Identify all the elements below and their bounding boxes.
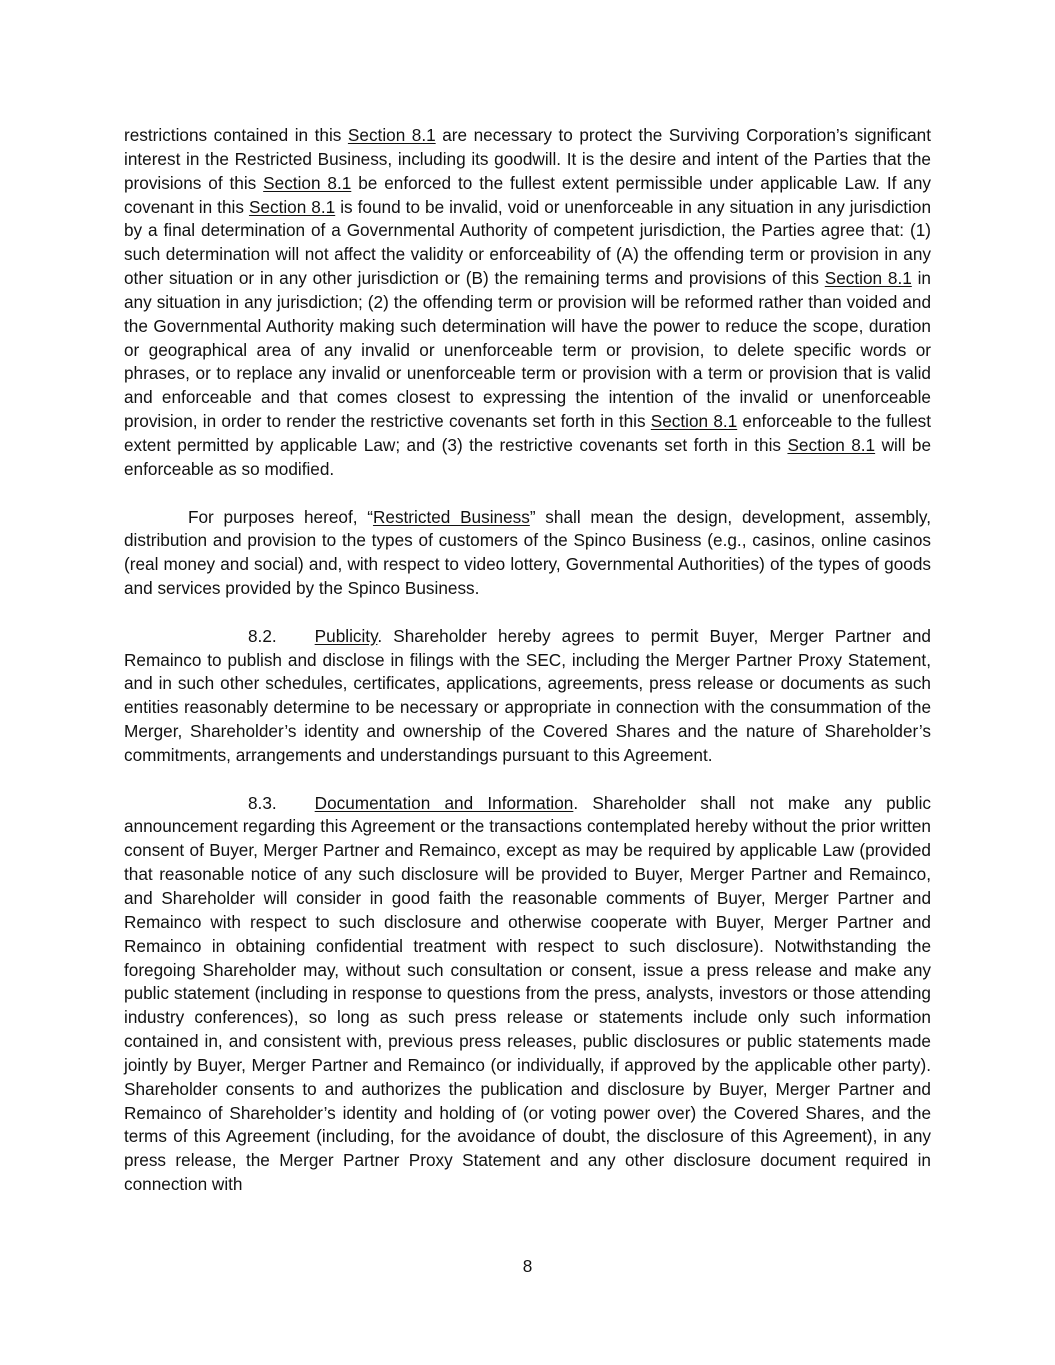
text-run: be enforced to the fullest extent permissible under applicable Law. If any covenant in this — [124, 172, 931, 217]
section-reference: Section 8.1 — [824, 268, 912, 289]
section-reference: Section 8.1 — [650, 411, 738, 432]
defined-term: Restricted Business — [372, 506, 530, 527]
section-reference: Section 8.1 — [263, 172, 352, 193]
text-run: enforceable to the fullest extent permitted by applicable Law; and (3) the restrictive covenants set forth in this — [124, 411, 931, 455]
paragraph-restricted-business-definition — [124, 506, 931, 601]
section-number: 8.2. — [248, 625, 277, 646]
section-heading: Documentation and Information — [314, 792, 574, 813]
section-reference: Section 8.1 — [347, 125, 436, 145]
section-8-2-publicity — [124, 625, 931, 768]
section-heading: Publicity — [314, 625, 378, 646]
section-text: . Shareholder hereby agrees to permit Buyer, Merger Partner and Remainco to publish and disclose in filings with the SEC, including the Merger Partner Proxy Statement, and in such other schedules, certificates, applications, agreements, press release or documents as such entities reasonably determine to be necessary or appropriate in connection with the consummation of the Merger, Shareholder’s identity and ownership of the Covered Shares and the nature of Shareholder’s commitments, arrangements and understandings pursuant to this Agreement. — [124, 625, 931, 765]
text-run: ” shall mean the design, development, assembly, distribution and provision to the types of customers of the Spinco Business (e.g., casinos, online casinos (real money and social) and, with respect to video lottery, Governmental Authorities) of the types of goods and services provided by the Spinco Business. — [124, 506, 931, 599]
text-run: are necessary to protect the Surviving Corporation’s significant interest in the Restricted Business, including its goodwill. It is the desire and intent of the Parties that the provisions of this — [124, 125, 931, 193]
text-run: For purposes hereof, “ — [188, 506, 373, 527]
section-reference: Section 8.1 — [787, 434, 876, 455]
section-8-3-documentation — [124, 792, 931, 1197]
section-reference: Section 8.1 — [248, 196, 336, 217]
text-run: restrictions contained in this — [124, 125, 348, 145]
section-number: 8.3. — [248, 792, 277, 813]
text-run: will be enforceable as so modified. — [124, 434, 931, 479]
document-body — [124, 124, 931, 1197]
text-run: is found to be invalid, void or unenforceable in any situation in any jurisdiction by a final determination of a Governmental Authority of competent jurisdiction, the Parties agree that: (1) such determination will not affect the validity or enforceability of (A) the offending term or provision in any other situation or in any other jurisdiction or (B) the remaining terms and provisions of this — [124, 196, 932, 289]
text-run: in any situation in any jurisdiction; (2) the offending term or provision will be reformed rather than voided and the Governmental Authority making such determination will have the power to reduce the scope, duration or geographical area of any invalid or unenforceable term or provision, to delete specific words or phrases, or to replace any invalid or unenforceable term or provision with a term or provision that is valid and enforceable and that comes closest to expressing the intention of the invalid or unenforceable provision, in order to render the restrictive covenants set forth in this — [124, 268, 931, 432]
section-text: . Shareholder shall not make any public announcement regarding this Agreement or the transactions contemplated hereby without the prior written consent of Buyer, Merger Partner and Remainco, except as may be required by applicable Law (provided that reasonable notice of any such disclosure will be provided to Buyer, Merger Partner and Remainco, and Shareholder will consider in good faith the reasonable comments of Buyer, Merger Partner and Remainco with respect to such disclosure and otherwise cooperate with Buyer, Merger Partner and Remainco in obtaining confidential treatment with respect to such disclosure). Notwithstanding the foregoing Shareholder may, without such consultation or consent, issue a press release and make any public statement (including in response to questions from the press, analysts, investors or those attending industry conferences), so long as such press release or statements include only such information contained in, and consistent with, previous press releases, public disclosures or public statements made jointly by Buyer, Merger Partner and Remainco (or individually, if approved by the applicable other party). Shareholder consents to and authorizes the publication and disclosure by Buyer, Merger Partner and Remainco of Shareholder’s identity and holding of (or voting power over) the Covered Shares, and the terms of this Agreement (including, for the avoidance of doubt, the disclosure of this Agreement), in any press release, the Merger Partner Proxy Statement and any other disclosure document required in connection with — [124, 792, 931, 1195]
page-number: 8 — [522, 1256, 533, 1276]
paragraph-restrictions — [124, 124, 931, 482]
